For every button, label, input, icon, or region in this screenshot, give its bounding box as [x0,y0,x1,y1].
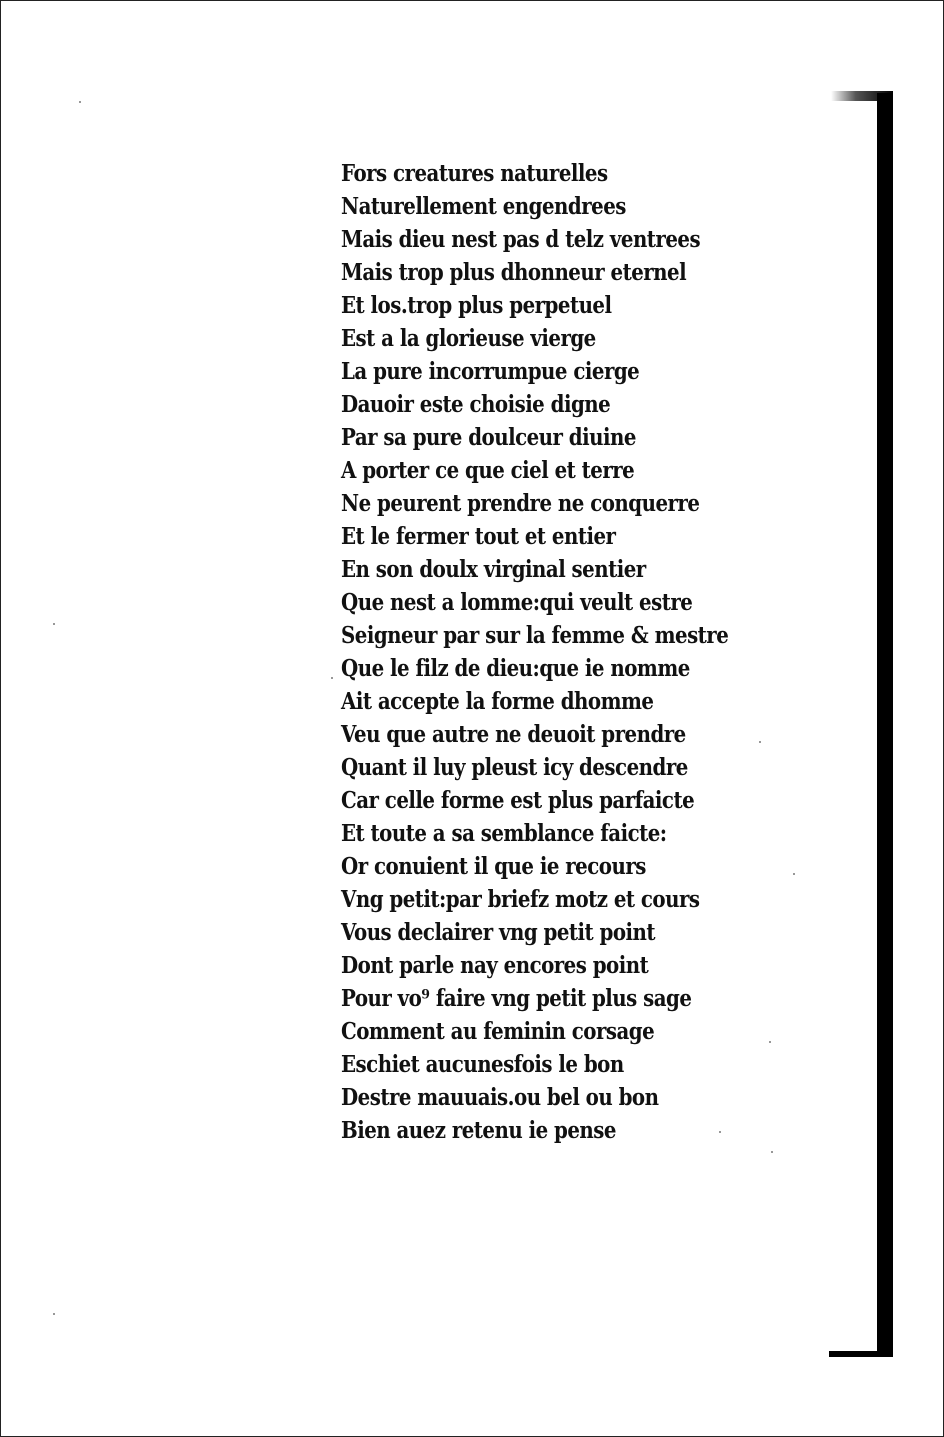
verse-line: Ait accepte la forme dhomme [341,688,654,715]
verse-line: Veu que autre ne deuoit prendre [341,721,686,748]
margin-rule-vertical [877,93,893,1355]
scan-speck [53,623,55,625]
verse-line: Et le fermer tout et entier [341,523,616,550]
verse-line: Mais trop plus dhonneur eternel [341,259,687,286]
scan-speck [793,873,795,875]
verse-line: Et los.trop plus perpetuel [341,292,612,319]
verse-line: Mais dieu nest pas d telz ventrees [341,226,701,253]
verse-line: Eschiet aucunesfois le bon [341,1051,624,1078]
verse-line: Or conuient il que ie recours [341,853,646,880]
verse-text-block [341,157,811,1147]
verse-line: Naturellement engendrees [341,193,626,220]
verse-line: A porter ce que ciel et terre [341,457,635,484]
verse-line: Ne peurent prendre ne conquerre [341,490,700,517]
verse-line: Vous declairer vng petit point [341,919,656,946]
scan-speck [759,741,761,743]
verse-line: Dauoir este choisie digne [341,391,611,418]
scan-speck [771,1151,773,1153]
verse-line: Seigneur par sur la femme & mestre [341,622,729,649]
margin-rule-bottom-edge [829,1351,893,1357]
verse-line: Comment au feminin corsage [341,1018,655,1045]
verse-line: Que nest a lomme:qui veult estre [341,589,693,616]
verse-line: Bien auez retenu ie pense [341,1117,616,1144]
verse-line: Fors creatures naturelles [341,160,608,187]
scan-speck [53,1313,55,1315]
verse-line: Vng petit:par briefz motz et cours [341,886,700,913]
scan-speck [331,677,333,679]
verse-line: Par sa pure doulceur diuine [341,424,636,451]
scan-speck [79,101,81,103]
verse-line: Dont parle nay encores point [341,952,649,979]
scan-speck [719,1131,721,1133]
verse-line: La pure incorrumpue cierge [341,358,640,385]
verse-line: Quant il luy pleust icy descendre [341,754,688,781]
verse-line: En son doulx virginal sentier [341,556,646,583]
verse-line: Et toute a sa semblance faicte: [341,820,667,847]
verse-line: Est a la glorieuse vierge [341,325,596,352]
verse-line: Que le filz de dieu:que ie nomme [341,655,690,682]
scan-speck [769,1041,771,1043]
verse-line: Destre mauuais.ou bel ou bon [341,1084,659,1111]
verse-line: Pour vo⁹ faire vng petit plus sage [341,985,692,1012]
verse-line: Car celle forme est plus parfaicte [341,787,695,814]
